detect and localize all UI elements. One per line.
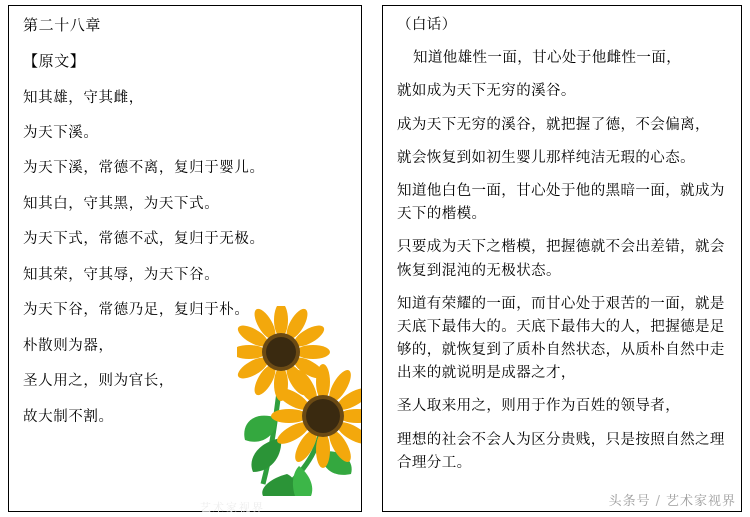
vernacular-paragraph: 理想的社会不会人为区分贵贱，只是按照自然之理合理分工。 — [397, 431, 725, 471]
original-line: 圣人用之，则为官长， — [23, 373, 174, 390]
vernacular-paragraph: 圣人取来用之，则用于作为百姓的领导者， — [397, 398, 681, 415]
original-line: 为天下溪，常德不离，复归于婴儿。 — [23, 160, 265, 177]
original-text-panel — [8, 5, 362, 512]
original-section-label: 【原文】 — [23, 52, 86, 71]
faint-watermark: 艺术家视界 — [200, 501, 265, 514]
original-line: 为天下式，常德不忒，复归于无极。 — [23, 231, 265, 248]
chapter-title: 第二十八章 — [23, 16, 102, 34]
original-line: 知其白，守其黑，为天下式。 — [23, 195, 220, 212]
original-line: 为天下谷，常德乃足，复归于朴。 — [23, 302, 250, 319]
watermark-source: 头条号 — [608, 494, 651, 509]
watermark — [609, 490, 736, 509]
vernacular-paragraph: 就如成为天下无穷的溪谷。 — [397, 83, 576, 100]
vernacular-text-panel — [382, 5, 742, 512]
vernacular-paragraph: 知道他白色一面，甘心处于他的黑暗一面，就成为天下的楷模。 — [397, 182, 725, 223]
watermark-author: 艺术家视界 — [665, 494, 736, 509]
vernacular-paragraph: 成为天下无穷的溪谷，就把握了德，不会偏离， — [397, 116, 710, 133]
vernacular-section-label: （白话） — [397, 17, 457, 33]
original-line: 故大制不割。 — [23, 408, 114, 425]
original-line: 为天下溪。 — [23, 124, 99, 141]
vernacular-paragraph: 只要成为天下之楷模，把握德就不会出差错，就会恢复到混沌的无极状态。 — [397, 239, 725, 279]
vernacular-paragraph: 知道他雄性一面，甘心处于他雌性一面， — [412, 50, 682, 67]
watermark-divider: / — [655, 494, 661, 509]
original-line: 朴散则为器， — [23, 337, 114, 354]
original-line: 知其雄，守其雌， — [23, 89, 144, 106]
vernacular-paragraph: 知道有荣耀的一面，而甘心处于艰苦的一面，就是天底下最伟大的。天底下最伟大的人，把握德是足够的，就恢复到了质朴自然状态，从质朴自然中走出来的就说明是成器之才， — [397, 295, 725, 382]
original-line: 知其荣，守其辱，为天下谷。 — [23, 266, 220, 283]
vernacular-paragraph: 就会恢复到如初生婴儿那样纯洁无瑕的心态。 — [397, 149, 695, 166]
